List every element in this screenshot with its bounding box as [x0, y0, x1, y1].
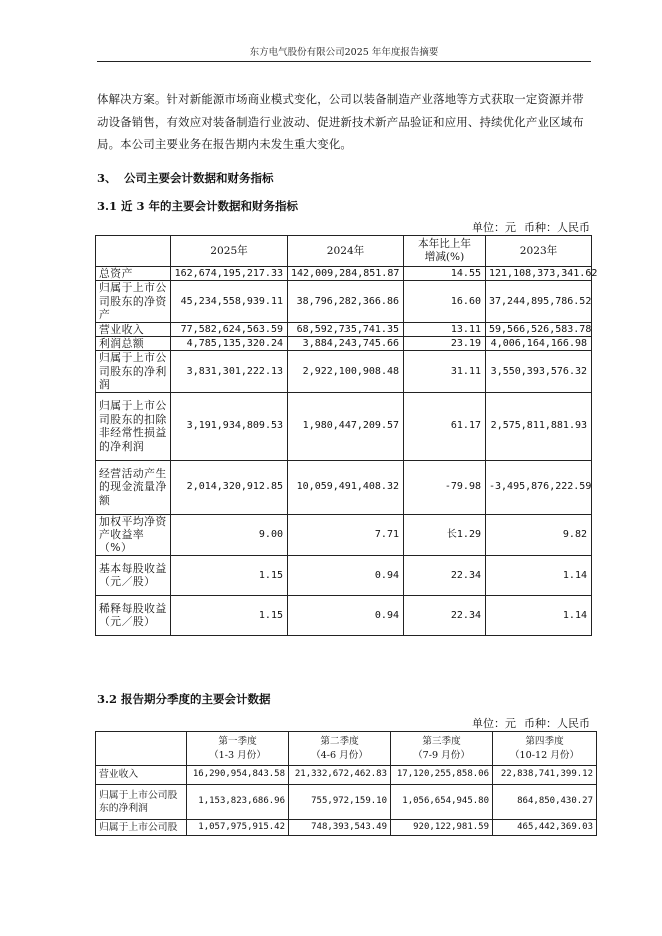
row-label: 经营活动产生的现金流量净额 [96, 460, 171, 514]
page-header: 东方电气股份有限公司2025 年年度报告摘要 [249, 47, 439, 58]
unit-label: 单位：元 [472, 717, 516, 730]
intro-line: 体解决方案。针对新能源市场商业模式变化，公司以装备制造产业落地等方式获取一定资源并带 [97, 92, 584, 106]
table-row [96, 820, 597, 836]
table-row [96, 514, 592, 555]
row-label: 归属于上市公司股东的扣除非经常性损益的净利润 [96, 392, 171, 460]
table-header-row [96, 732, 597, 766]
quarter-name: 第四季度 [525, 735, 564, 747]
quarter-name: 第二季度 [320, 735, 359, 747]
header-cell [187, 732, 289, 766]
value-cell: 22.34 [404, 595, 486, 635]
value-cell: 3,191,934,809.53 [171, 392, 288, 460]
intro-paragraph [97, 88, 591, 156]
table-row [96, 785, 597, 820]
value-cell: 2,575,811,881.93 [486, 392, 592, 460]
table-row [96, 392, 592, 460]
row-label: 总资产 [96, 267, 171, 281]
value-cell: 3,550,393,576.32 [486, 351, 592, 392]
row-label: 归属于上市公司股 [96, 820, 187, 836]
value-cell: 17,120,255,858.06 [391, 766, 493, 785]
value-cell: 长1.29 [404, 514, 486, 555]
header-cell [96, 236, 171, 267]
value-cell: 14.55 [404, 267, 486, 281]
value-cell: 77,582,624,563.59 [171, 322, 288, 336]
value-cell: 748,393,543.49 [289, 820, 391, 836]
quarter-range: （10-12 月份） [509, 749, 580, 761]
table-row [96, 766, 597, 785]
value-cell: 1.15 [171, 595, 288, 635]
value-cell: 465,442,369.03 [493, 820, 597, 836]
value-cell: 16,290,954,843.58 [187, 766, 289, 785]
section-3-heading [97, 170, 274, 186]
value-cell: 162,674,195,217.33 [171, 267, 288, 281]
value-cell: 13.11 [404, 322, 486, 336]
value-cell: 21,332,672,462.83 [289, 766, 391, 785]
value-cell: -3,495,876,222.59 [486, 460, 592, 514]
table-header-row [96, 236, 592, 267]
section-3-1-heading: 3.1 近 3 年的主要会计数据和财务指标 [97, 199, 299, 213]
value-cell: 2,922,100,908.48 [288, 351, 404, 392]
value-cell: 1,153,823,686.96 [187, 785, 289, 820]
value-cell: 61.17 [404, 392, 486, 460]
value-cell: 45,234,558,939.11 [171, 281, 288, 322]
header-cell: 2024年 [288, 236, 404, 267]
value-cell: 1.14 [486, 595, 592, 635]
row-label: 归属于上市公司股东的净利润 [96, 351, 171, 392]
value-cell: 0.94 [288, 595, 404, 635]
row-label: 基本每股收益（元／股） [96, 555, 171, 595]
header-cell: 本年比上年 增减(%) [404, 236, 486, 267]
value-cell: 1.15 [171, 555, 288, 595]
value-cell: 864,850,430.27 [493, 785, 597, 820]
value-cell: 10,059,491,408.32 [288, 460, 404, 514]
value-cell: 1.14 [486, 555, 592, 595]
quarter-range: （4-6 月份） [311, 749, 368, 761]
value-cell: 31.11 [404, 351, 486, 392]
row-label: 归属于上市公司股东的净利润 [96, 785, 187, 820]
value-cell: 59,566,526,583.78 [486, 322, 592, 336]
header-cell [391, 732, 493, 766]
row-label: 营业收入 [96, 766, 187, 785]
value-cell: 1,057,975,915.42 [187, 820, 289, 836]
currency-label: 币种：人民币 [524, 221, 590, 234]
table-row [96, 595, 592, 635]
value-cell: 121,108,373,341.62 [486, 267, 592, 281]
table-row [96, 337, 592, 351]
value-cell: 142,009,284,851.87 [288, 267, 404, 281]
unit-line [464, 715, 590, 731]
quarter-range: （1-3 月份） [209, 749, 266, 761]
currency-label: 币种：人民币 [524, 717, 590, 730]
value-cell: 1,980,447,209.57 [288, 392, 404, 460]
header-cell: 2023年 [486, 236, 592, 267]
table-row [96, 460, 592, 514]
quarter-name: 第三季度 [422, 735, 461, 747]
value-cell: 4,006,164,166.98 [486, 337, 592, 351]
value-cell: 37,244,895,786.52 [486, 281, 592, 322]
quarter-name: 第一季度 [218, 735, 257, 747]
value-cell: 68,592,735,741.35 [288, 322, 404, 336]
row-label: 归属于上市公司股东的净资产 [96, 281, 171, 322]
header-cell [289, 732, 391, 766]
value-cell: 755,972,159.10 [289, 785, 391, 820]
value-cell: 16.60 [404, 281, 486, 322]
unit-label: 单位：元 [472, 221, 516, 234]
row-label: 稀释每股收益（元／股） [96, 595, 171, 635]
value-cell: 9.00 [171, 514, 288, 555]
value-cell: 7.71 [288, 514, 404, 555]
header-cell: 2025年 [171, 236, 288, 267]
table-row [96, 267, 592, 281]
header-cell [493, 732, 597, 766]
value-cell: 22.34 [404, 555, 486, 595]
value-cell: 2,014,320,912.85 [171, 460, 288, 514]
table-row [96, 555, 592, 595]
table-row [96, 351, 592, 392]
intro-line: 局。本公司主要业务在报告期内未发生重大变化。 [97, 137, 352, 151]
value-cell: 4,785,135,320.24 [171, 337, 288, 351]
unit-line [464, 219, 590, 235]
header-cell [96, 732, 187, 766]
header-divider [97, 61, 591, 62]
value-cell: 1,056,654,945.80 [391, 785, 493, 820]
value-cell: -79.98 [404, 460, 486, 514]
quarterly-table [95, 731, 597, 836]
section-title: 公司主要会计数据和财务指标 [124, 171, 274, 185]
value-cell: 920,122,981.59 [391, 820, 493, 836]
quarter-range: （7-9 月份） [413, 749, 470, 761]
value-cell: 22,838,741,399.12 [493, 766, 597, 785]
value-cell: 0.94 [288, 555, 404, 595]
row-label: 营业收入 [96, 322, 171, 336]
table-row [96, 322, 592, 336]
row-label: 利润总额 [96, 337, 171, 351]
section-number: 3、 [97, 171, 117, 185]
table-row [96, 281, 592, 322]
value-cell: 3,831,301,222.13 [171, 351, 288, 392]
section-3-2-heading: 3.2 报告期分季度的主要会计数据 [97, 692, 271, 706]
annual-financial-table [95, 235, 598, 636]
value-cell: 38,796,282,366.86 [288, 281, 404, 322]
value-cell: 3,884,243,745.66 [288, 337, 404, 351]
value-cell: 23.19 [404, 337, 486, 351]
row-label: 加权平均净资产收益率（%） [96, 514, 171, 555]
value-cell: 9.82 [486, 514, 592, 555]
intro-line: 动设备销售，有效应对装备制造行业波动、促进新技术新产品验证和应用、持续优化产业区域布 [97, 114, 584, 129]
